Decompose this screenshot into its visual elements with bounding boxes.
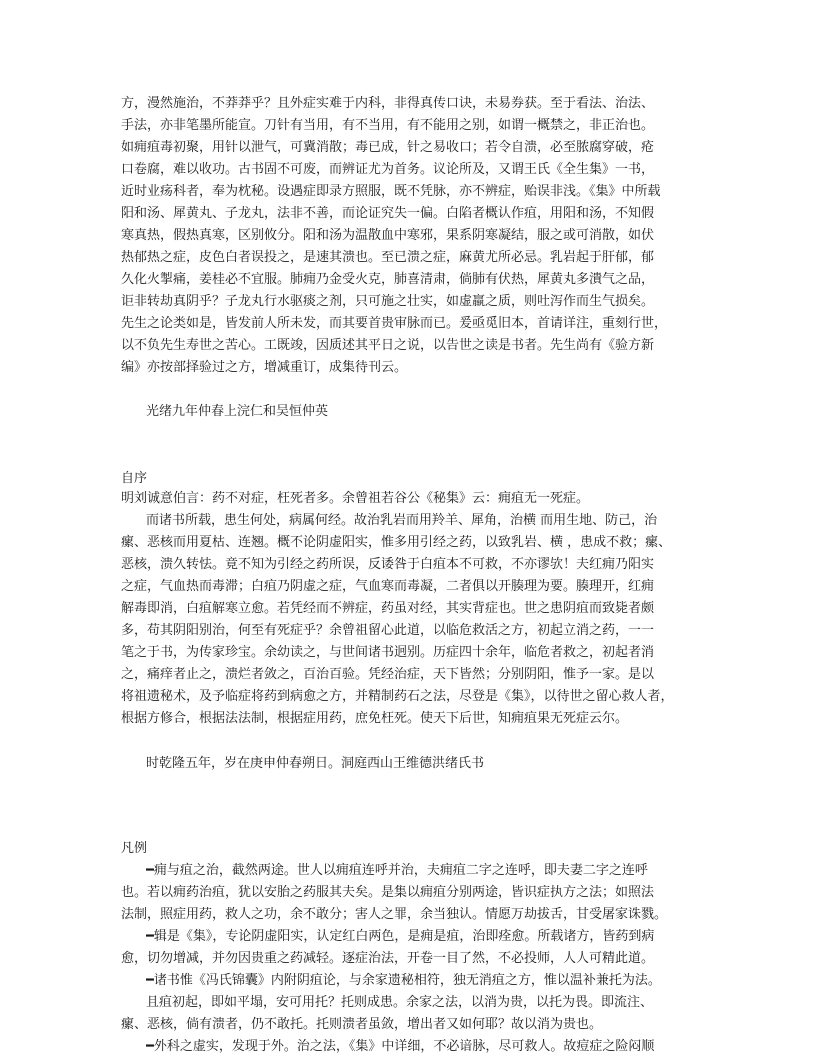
signature-line: 光绪九年仲春上浣仁和吴恒仲英 [146, 404, 329, 419]
text-line: 之，痛痒者止之，溃烂者敛之，百治百验。凭经治症，天下皆然；分别阴阳，惟予一家。是以 [121, 667, 655, 682]
text-line: 如痈疽毒初聚，用针以泄气，可冀消散；毒已成，针之易收口；若令自溃，必至脓腐穿破，疮 [121, 140, 655, 155]
text-line: 根据方修合，根据法法制，根据症用药，庶免枉死。使天下后世，知痈疽果无死症云尔。 [121, 711, 629, 726]
text-line: 解毒即消，白疽解寒立愈。若凭经而不辨症，药虽对经，其实背症也。世之患阴疽而致毙者颇 [121, 601, 655, 616]
signature-line: 时乾隆五年，岁在庚申仲春朔日。洞庭西山王维德洪绪氏书 [146, 756, 485, 771]
text-line: 以不负先生寿世之苦心。工既竣，因质述其平日之说，以告世之读是书者。先生尚有《验方新 [121, 338, 655, 353]
text-line: 愈，切勿增减，并勿因贵重之药减轻。逐症治法，开卷一目了然，不必投师，人人可精此道。 [121, 951, 655, 966]
text-line: 且疽初起，即如平塌，安可用托？托则成患。余家之法，以消为贵，以托为畏。即流注、 [146, 995, 654, 1010]
text-line: 明刘诚意伯言：药不对症，枉死者多。余曾祖若谷公《秘集》云：痈疽无一死症。 [121, 491, 590, 506]
section-title-fanli: 凡例 [121, 841, 148, 856]
text-line: 多，苟其阴阳别治，何至有死症乎？余曾祖留心此道，以临危救活之方，初起立消之药，一一 [121, 623, 655, 638]
text-line: ━痈与疽之治，截然两途。世人以痈疽连呼并治，夫痈疽二字之连呼，即夫妻二字之连呼 [146, 863, 648, 878]
text-line: 寒真热，假热真寒，区别攸分。阳和汤为温散血中寒邪，果系阴寒凝结，服之或可消散，如伏 [121, 228, 655, 243]
text-line: 热郁热之症，皮色白者误投之，是速其溃也。至已溃之症，麻黄尤所必忌。乳岩起于肝郁，郁 [121, 250, 655, 265]
text-line: 将祖遗秘术，及予临症将药到病愈之方，并精制药石之法，尽登是《集》，以待世之留心救人者， [121, 689, 674, 704]
text-line: 久化火掣痛，姜桂必不宜服。肺痈乃金受火克，肺喜清肃，倘肺有伏热，犀黄丸多潰气之品， [121, 272, 655, 287]
text-line: 手法，亦非笔墨所能宣。刀针有当用，有不当用，有不能用之别，如谓一概禁之，非正治也。 [121, 118, 655, 133]
text-line: 编》亦按部择验过之方，增减重订，成集待刊云。 [121, 360, 408, 375]
text-line: 法制，照症用药，救人之功，余不敢分；害人之罪，余当独认。情愿万劫拔舌，甘受屠家诛戮。 [121, 907, 668, 922]
text-line: 口卷腐，难以收功。古书固不可废，而辨证尤为首务。议论所及，又谓王氏《全生集》一书， [121, 162, 655, 177]
text-line: 之症，气血热而毒滞；白疽乃阴虚之症，气血寒而毒凝，二者俱以开腠理为要。腠理开，红痈 [121, 579, 655, 594]
text-line: ━辑是《集》，专论阴虚阳实，认定红白两色，是痈是疽，治即痊愈。所载诸方，皆药到病 [146, 929, 655, 944]
text-line: 笔之于书，为传家珍宝。余幼读之，与世间诸书迥别。历症四十余年，临危者救之，初起者消 [121, 645, 655, 660]
text-line: ━外科之虚实，发现于外。治之法，《集》中详细，不必谙脉，尽可救人。故痘症之险闷顺 [146, 1039, 655, 1054]
text-line: 方，漫然施治，不莽莽乎？且外症实难于内科，非得真传口诀，未易券获。至于看法、治法、 [121, 96, 655, 111]
text-line: 阳和汤、犀黄丸、子龙丸，法非不善，而论证究失一偏。白陷者概认作疽，用阳和汤，不知假 [121, 206, 655, 221]
text-line: 先生之论类如是，皆发前人所未发，而其要首贵审脉而已。爰亟觅旧本，首请详注，重刻行世， [121, 316, 668, 331]
text-line: 恶核，溃久转怯。竟不知为引经之药所误，反诿咎于白疽本不可救，不亦谬欤！夫红痈乃阳实 [121, 557, 655, 572]
text-line: 讵非转劫真阴乎？子龙丸行水驱痰之剂，只可施之壮实，如虚羸之质，则吐泻作而生气损矣。 [121, 294, 655, 309]
text-line: 也。若以痈药治疽，犹以安胎之药服其夫矣。是集以痈疽分别两途，皆识症执方之法；如照法 [121, 885, 655, 900]
text-line: 近时业疡科者，奉为枕秘。设遇症即录方照服，既不凭脉，亦不辨症，贻误非浅。《集》中所载 [121, 184, 661, 199]
section-title-preface: 自序 [121, 471, 148, 486]
text-line: 瘰、恶核而用夏枯、连翘。概不论阴虚阳实，惟多用引经之药，以致乳岩、横 ，患成不救；瘰、 [121, 535, 672, 550]
text-line: ━诸书惟《冯氏锦囊》内附阴疽论，与余家遗秘相符，独无消疽之方，惟以温补兼托为法。 [146, 973, 661, 988]
text-line: 而诸书所载，患生何处，病属何经。故治乳岩而用羚羊、犀角，治横 而用生地、防己，治 [146, 513, 658, 528]
text-line: 瘰、恶核，倘有溃者，仍不敢托。托则溃者虽敛，增出者又如何耶？故以消为贵也。 [121, 1017, 603, 1032]
